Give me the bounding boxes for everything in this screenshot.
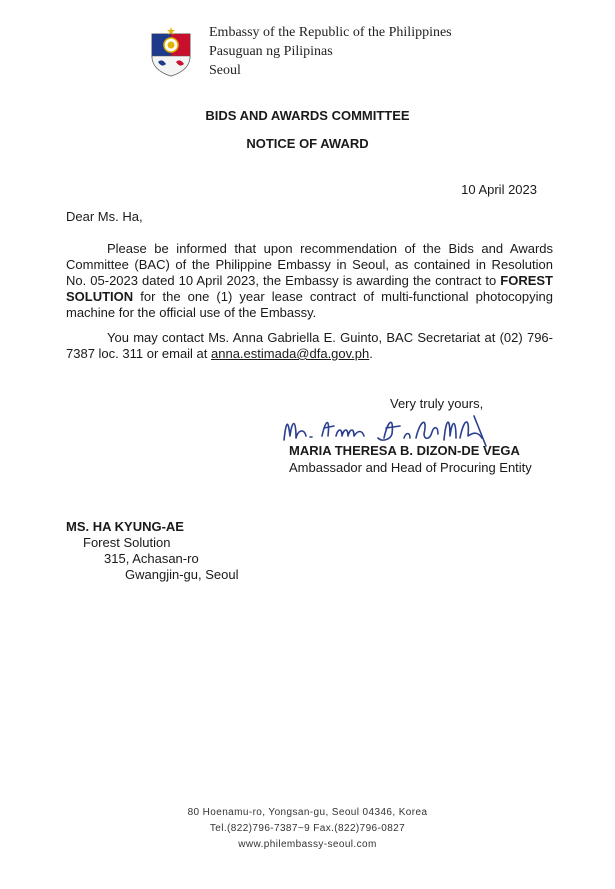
- award-text-end: for the one (1) year lease contract of multi-functional photocopying machine for the official use of the Embassy.: [66, 289, 553, 320]
- awardee-name: FOREST SOLUTION: [66, 273, 553, 304]
- letterhead-line-city: Seoul: [209, 63, 241, 78]
- award-text-start: Please be informed that upon recommendation of the Bids and Awards Committee (BAC) of the Philippine Embassy in Seoul, as contained in Resolution No. 05-2023 dated 10 April 2023, the Embassy is awarding the contract to: [66, 241, 553, 288]
- footer-address: 80 Hoenamu-ro, Yongsan-gu, Seoul 04346, Korea: [187, 807, 428, 818]
- letterhead-line-embassy: Embassy of the Republic of the Philippines: [209, 25, 452, 40]
- signer-title: Ambassador and Head of Procuring Entity: [289, 460, 532, 475]
- footer-phone: Tel.(822)796-7387~9 Fax.(822)796-0827: [209, 823, 406, 834]
- recipient-city: Gwangjin-gu, Seoul: [125, 567, 239, 582]
- contact-text-start: You may contact Ms. Anna Gabriella E. Guinto, BAC Secretariat at (02) 796-7387 loc. 311 or email at: [66, 330, 553, 361]
- award-paragraph: [66, 241, 553, 321]
- email-link[interactable]: anna.estimada@dfa.gov.ph: [211, 346, 370, 361]
- contact-paragraph: [66, 330, 553, 362]
- philippine-coat-of-arms-icon: [146, 26, 196, 78]
- letterhead-line-pasuguan: Pasuguan ng Pilipinas: [209, 44, 333, 59]
- recipient-name: MS. HA KYUNG-AE: [66, 519, 184, 534]
- recipient-company: Forest Solution: [83, 535, 171, 550]
- recipient-street: 315, Achasan-ro: [104, 551, 199, 566]
- closing: Very truly yours,: [390, 396, 484, 411]
- footer-website[interactable]: www.philembassy-seoul.com: [238, 839, 377, 850]
- letter-date: 10 April 2023: [461, 182, 537, 197]
- signer-name: MARIA THERESA B. DIZON-DE VEGA: [289, 443, 520, 458]
- salutation: Dear Ms. Ha,: [66, 209, 143, 224]
- contact-text-end: .: [369, 346, 373, 361]
- committee-title: BIDS AND AWARDS COMMITTEE: [205, 108, 410, 123]
- notice-title: NOTICE OF AWARD: [246, 136, 369, 151]
